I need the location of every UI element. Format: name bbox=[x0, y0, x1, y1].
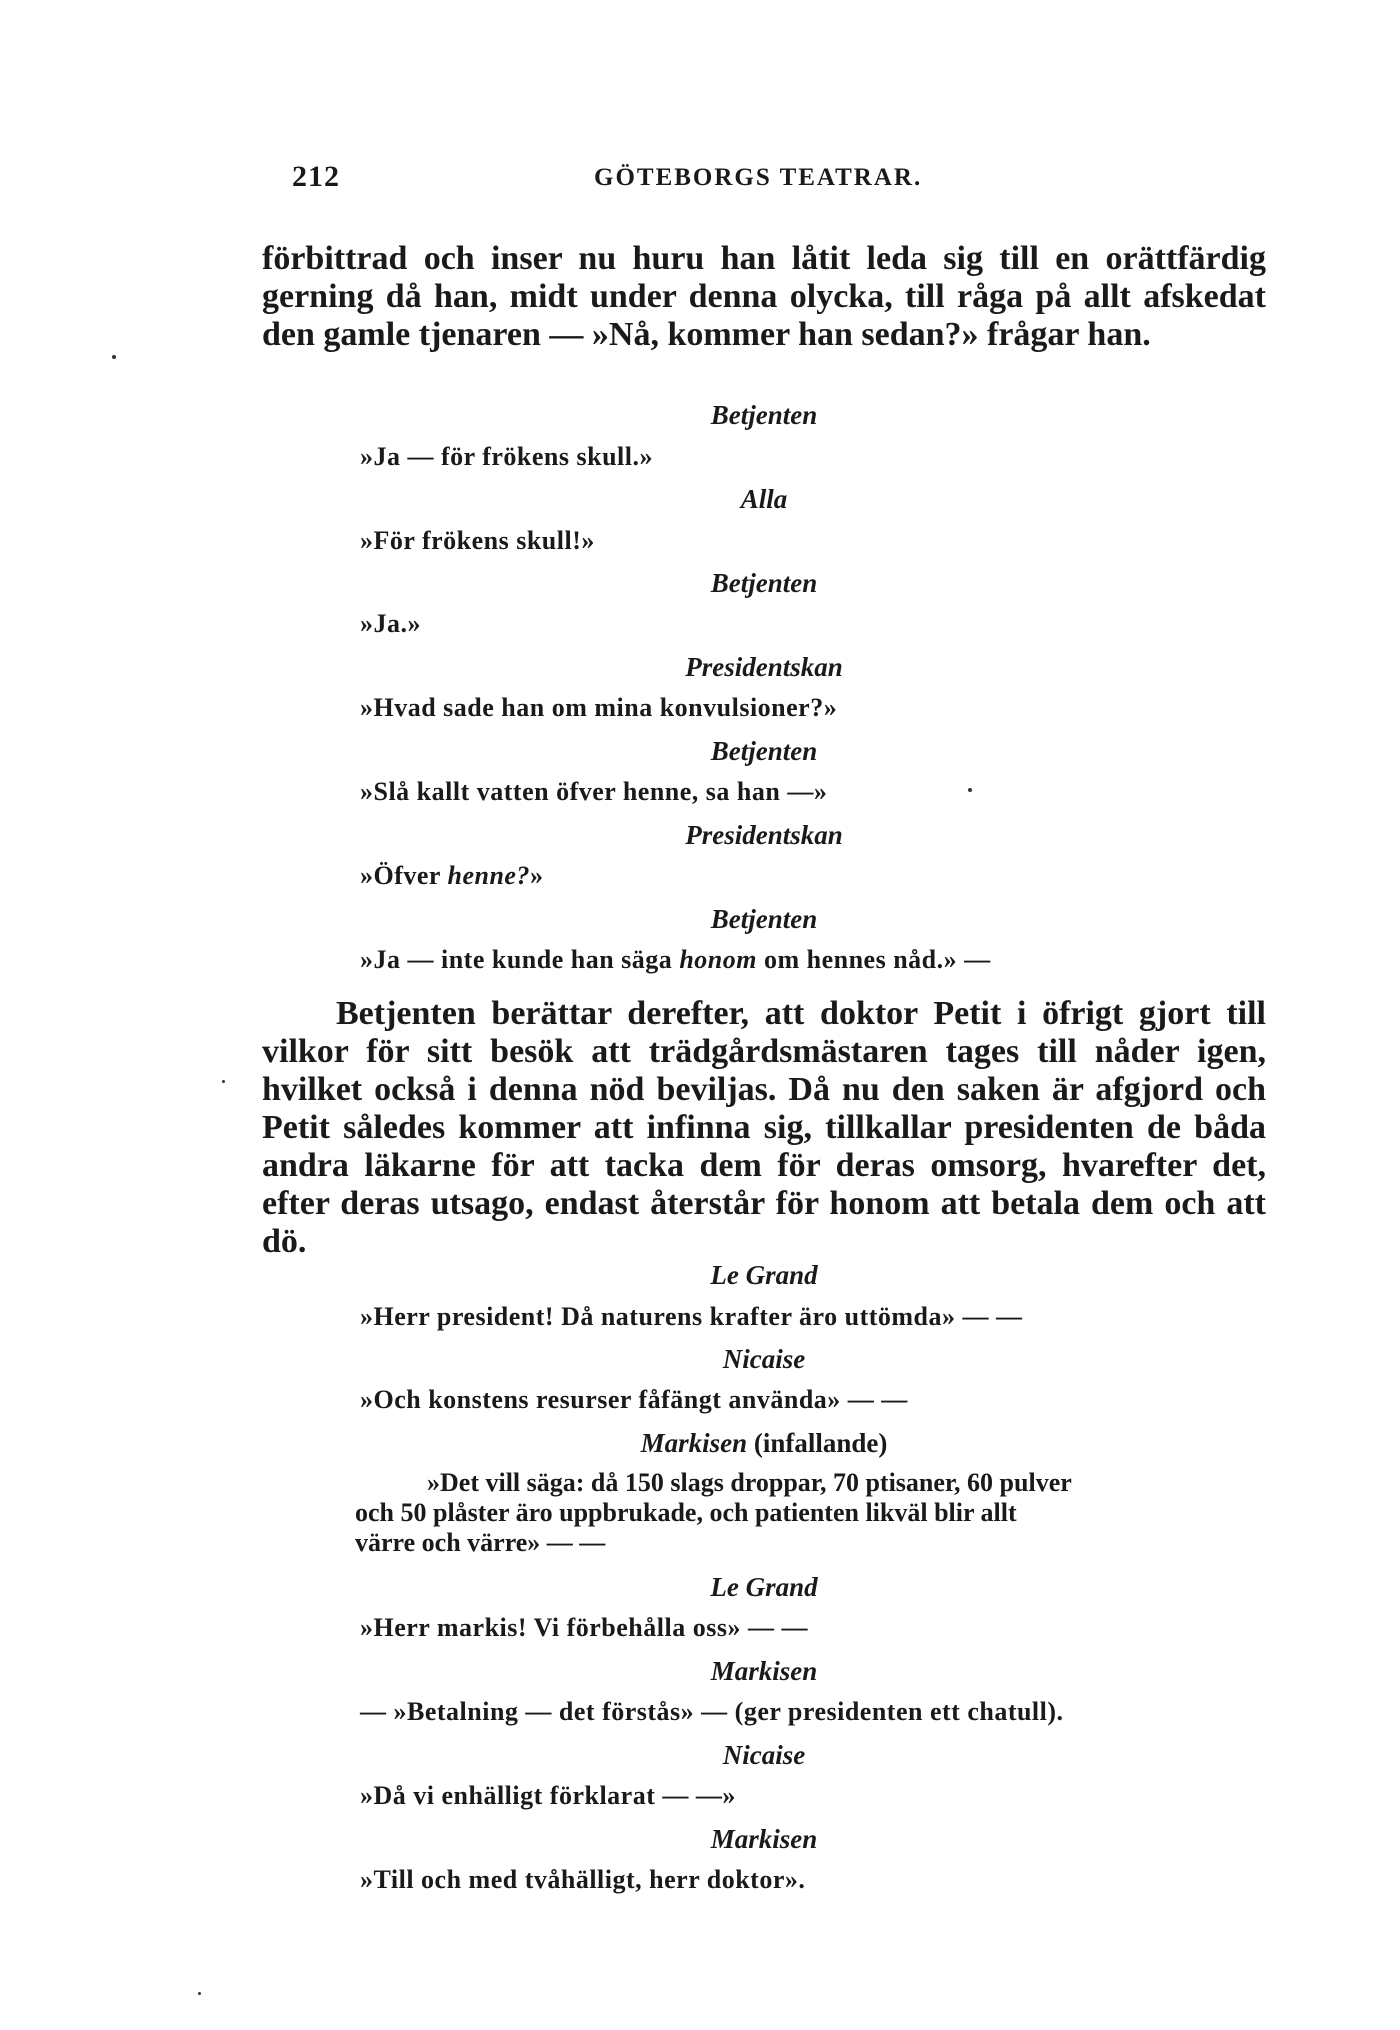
speaker-label: Nicaise bbox=[722, 1740, 806, 1770]
dialogue-line: »Till och med tvåhälligt, herr doktor». bbox=[360, 1865, 806, 1894]
dialogue-line: »Hvad sade han om mina konvulsioner?» bbox=[360, 693, 838, 722]
scan-speck bbox=[198, 1992, 201, 1995]
dialogue-line: »För frökens skull!» bbox=[360, 526, 595, 555]
page-header bbox=[292, 160, 932, 204]
dialogue-line: »Ja.» bbox=[360, 609, 421, 638]
speaker-label: Alla bbox=[740, 484, 788, 514]
dialogue-emphasis: henne? bbox=[447, 861, 530, 890]
scan-speck bbox=[222, 1080, 225, 1083]
speaker-label: Le Grand bbox=[710, 1572, 818, 1602]
dialogue-passage bbox=[355, 1468, 1275, 1558]
running-title: GÖTEBORGS TEATRAR. bbox=[594, 164, 923, 191]
dialogue-text: »Ja — inte kunde han säga bbox=[360, 945, 680, 974]
dialogue-line: »Och konstens resurser fåfängt använda» — — bbox=[360, 1385, 908, 1414]
dialogue-line: »Ja — för frökens skull.» bbox=[360, 442, 653, 471]
paragraph-narrative: Betjenten berättar derefter, att doktor Petit i öfrigt gjort till vilkor för sitt besök att trädgårdsmästaren tages till nåder igen, hvilket också i denna nöd beviljas. Då nu den saken är afgjord och Petit således kommer att infinna sig, tillkallar presidenten de båda andra läkarne för att tacka dem för deras omsorg, hvarefter det, efter deras utsago, endast återstår för honom att betala dem och att dö. bbox=[262, 995, 1266, 1260]
speaker-label: Betjenten bbox=[710, 568, 818, 598]
dialogue-line: »Då vi enhälligt förklarat — —» bbox=[360, 1781, 736, 1810]
speaker-label: Presidentskan bbox=[685, 652, 843, 682]
dialogue-text: » bbox=[529, 861, 544, 890]
speaker-label: Betjenten bbox=[710, 736, 818, 766]
passage-line: och 50 plåster äro uppbrukade, och patienten likväl blir allt bbox=[355, 1498, 1017, 1527]
speaker-label: Le Grand bbox=[710, 1260, 818, 1290]
speaker-label: Nicaise bbox=[722, 1344, 806, 1374]
dialogue-line bbox=[360, 861, 1260, 891]
speaker-label: Presidentskan bbox=[685, 820, 843, 850]
passage-line: värre och värre» — — bbox=[355, 1528, 606, 1557]
speaker-name: Markisen bbox=[640, 1428, 748, 1458]
dialogue-text: »Öfver bbox=[360, 861, 448, 890]
speaker-label: Markisen bbox=[710, 1656, 818, 1686]
dialogue-line bbox=[360, 945, 1260, 975]
dialogue-line: — »Betalning — det förstås» — (ger presidenten ett chatull). bbox=[360, 1697, 1064, 1726]
speaker-label: Betjenten bbox=[710, 400, 818, 430]
dialogue-emphasis: honom bbox=[679, 945, 757, 974]
scan-speck bbox=[112, 355, 116, 359]
speaker-label bbox=[262, 1428, 1266, 1459]
paragraph-opening: förbittrad och inser nu huru han låtit leda sig till en orättfärdig gerning då han, midt under denna olycka, till råga på allt afskedat den gamle tjenaren — »Nå, kommer han sedan?» frågar han. bbox=[262, 240, 1266, 353]
dialogue-line: »Herr markis! Vi förbehålla oss» — — bbox=[360, 1613, 808, 1642]
passage-line: »Det vill säga: då 150 slags droppar, 70 ptisaner, 60 pulver bbox=[427, 1468, 1072, 1497]
speaker-label: Markisen bbox=[710, 1824, 818, 1854]
dialogue-line: »Slå kallt vatten öfver henne, sa han —» bbox=[360, 777, 828, 806]
stage-direction: (infallande) bbox=[753, 1428, 888, 1458]
dialogue-line: »Herr president! Då naturens krafter äro uttömda» — — bbox=[360, 1302, 1023, 1331]
scan-speck bbox=[968, 788, 972, 792]
page-number: 212 bbox=[292, 160, 340, 193]
dialogue-text: om hennes nåd.» — bbox=[756, 945, 991, 974]
speaker-label: Betjenten bbox=[710, 904, 818, 934]
